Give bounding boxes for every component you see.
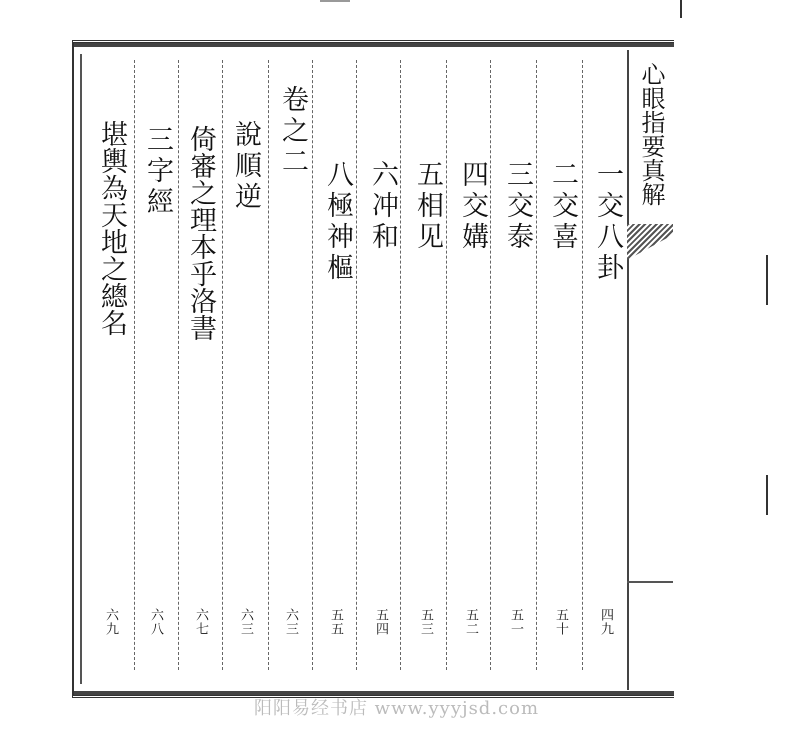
toc-entry-title: 四交媾 [457,160,488,253]
toc-entry-page: 五三 [418,608,433,636]
toc-entry-title: 三交泰 [502,160,533,253]
scan-artifact [766,255,768,305]
toc-entry-page: 五四 [373,608,388,636]
top-border-band [74,43,674,47]
toc-entry-title: 堪輿為天地之總名 [96,120,127,336]
column-rule [446,60,447,670]
column-rule [536,60,537,670]
column-rule [582,60,583,670]
toc-entry-title: 一交八卦 [592,160,623,284]
column-rule [268,60,269,670]
toc-entry-page: 六三 [238,608,253,636]
scan-artifact [766,475,768,515]
toc-entry-page: 五十 [553,608,568,636]
toc-entry-page: 五五 [328,608,343,636]
toc-entry-title: 八極神樞 [322,160,353,284]
scan-artifact [680,0,682,18]
column-rule [490,60,491,670]
title-column-rule [627,581,673,583]
column-rule [356,60,357,670]
toc-entry-title: 倚審之理本乎洛書 [185,125,216,341]
toc-entry-title: 六冲和 [367,160,398,253]
column-rule [222,60,223,670]
toc-entry-title: 五相见 [412,160,443,253]
toc-entry-page: 六三 [283,608,298,636]
column-rule [178,60,179,670]
watermark: 阳阳易经书店 www.yyyjsd.com [253,698,540,719]
book-title: 心眼指要真解 [637,62,665,206]
toc-entry-title: 說順逆 [230,120,261,213]
volume-heading: 卷之二 [277,85,308,178]
toc-entry-page: 六七 [193,608,208,636]
column-rule [312,60,313,670]
scan-artifact [320,0,350,2]
toc-entry-page: 六九 [103,608,118,636]
toc-entry-title: 三字經 [142,125,173,218]
toc-entry-title: 二交喜 [547,160,578,253]
column-rule [134,60,135,670]
toc-entry-page: 六八 [148,608,163,636]
toc-entry-page: 四九 [598,608,613,636]
toc-entry-page: 五一 [508,608,523,636]
left-inner-rule [80,54,82,684]
toc-entry-page: 五二 [463,608,478,636]
column-rule [400,60,401,670]
